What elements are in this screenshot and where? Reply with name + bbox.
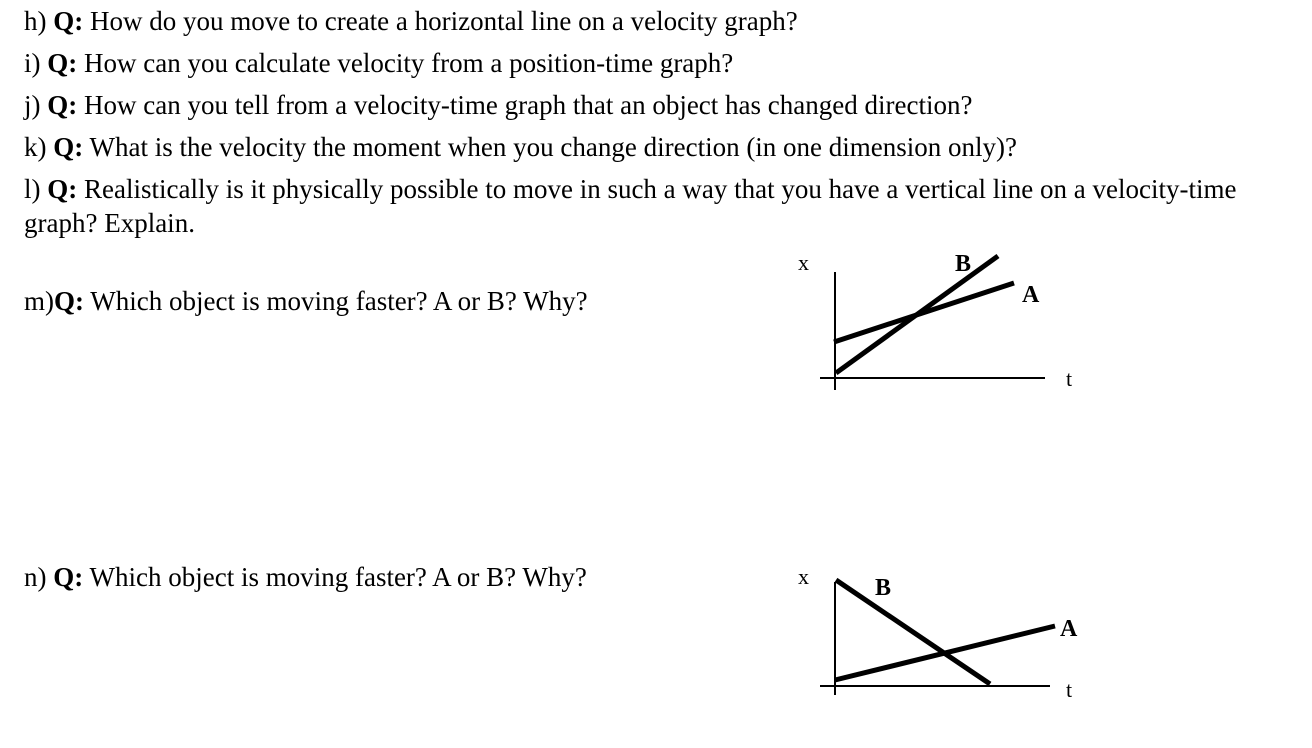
y-axis-label: x <box>798 564 809 589</box>
question-marker: Q: <box>53 6 84 36</box>
question-prefix: n) <box>24 562 54 592</box>
line-b <box>836 580 990 684</box>
line-b-label: B <box>955 251 972 277</box>
question-prefix: k) <box>24 132 54 162</box>
question-text: How can you tell from a velocity-time graph that an object has changed direction? <box>77 90 973 120</box>
y-axis-label: x <box>798 250 809 275</box>
question-text: Which object is moving faster? A or B? Why? <box>83 562 587 592</box>
question-prefix: i) <box>24 48 48 78</box>
question-marker: Q: <box>54 286 84 316</box>
question-marker: Q: <box>47 174 78 204</box>
question-text: How can you calculate velocity from a position-time graph? <box>77 48 734 78</box>
x-axis-label: t <box>1066 366 1073 391</box>
question-text: How do you move to create a horizontal line on a velocity graph? <box>83 6 798 36</box>
question-prefix: l) <box>24 174 48 204</box>
question-text: Which object is moving faster? A or B? Why? <box>84 286 588 316</box>
question-prefix: j) <box>24 90 48 120</box>
line-a <box>835 626 1055 680</box>
line-a-label: A <box>1060 616 1078 642</box>
x-axis-label: t <box>1066 677 1073 702</box>
line-b-label: B <box>875 575 892 601</box>
question-marker: Q: <box>47 48 78 78</box>
question-text: Realistically is it physically possible to move in such a way that you have a vertical line on a velocity-time graph? Explain. <box>24 174 1237 238</box>
line-a-label: A <box>1022 282 1040 308</box>
question-prefix: h) <box>24 6 54 36</box>
question-text: What is the velocity the moment when you change direction (in one dimension only)? <box>83 132 1018 162</box>
question-marker: Q: <box>53 562 84 592</box>
question-marker: Q: <box>53 132 84 162</box>
question-marker: Q: <box>47 90 78 120</box>
question-prefix: m) <box>24 286 54 316</box>
